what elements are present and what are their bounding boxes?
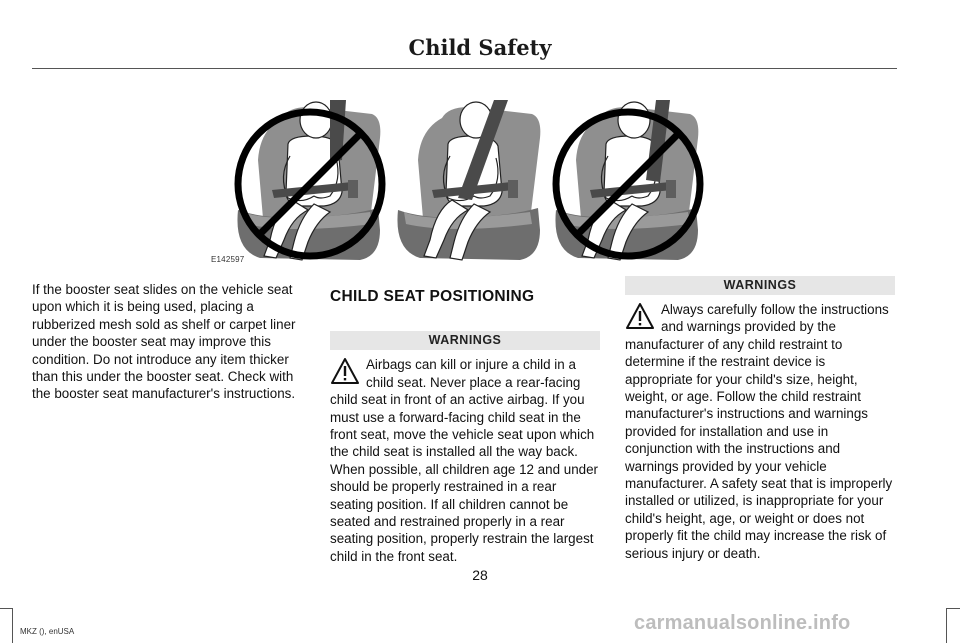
column-1	[32, 281, 304, 403]
booster-seat-paragraph: If the booster seat slides on the vehicle seat upon which it is being used, placing a rubberized mesh sold as shelf or carpet liner under the booster seat may improve this condition. Do not introduce any item thicker than this under the booster seat. Check with the booster seat manufacturer's instructions.	[32, 282, 296, 402]
booster-seat-svg	[230, 100, 707, 262]
warning-text: Airbags can kill or injure a child in a child seat. Never place a rear-facing child seat in front of an active airbag. If you must use a forward-facing child seat in the front seat, move the vehicle seat upon which the child seat is installed all the way back. When possible, all children age 12 and under should be properly restrained in a rear seating position. If all children cannot be seated and restrained properly in a rear seating position, properly restrain the largest child in the front seat.	[330, 357, 598, 564]
crop-mark	[12, 608, 13, 643]
crop-mark	[946, 608, 960, 609]
title-rule	[32, 68, 897, 69]
warning-triangle-icon	[330, 357, 362, 387]
booster-seat-illustration	[230, 100, 707, 262]
page-number: 28	[472, 567, 488, 583]
warning-text: Always carefully follow the instructions and warnings provided by the manufacturer of any child restraint to determine if the restraint device is appropriate for your child's size, height, weight, or age. Follow the child restraint manufacturer's instructions and warnings provided for installation and use in conjunction with the instructions and warnings provided by your vehicle manufacturer. A safety seat that is improperly installed or utilized, is inappropriate for your child's height, age, or weight or does not properly fit the child may increase the risk of serious injury or death.	[625, 302, 893, 561]
warning-block	[330, 356, 600, 565]
crop-mark	[946, 608, 947, 643]
page-title: Child Safety	[408, 35, 552, 60]
crop-mark	[0, 608, 12, 609]
footer-code: MKZ (), enUSA	[20, 627, 75, 636]
seat-panel-2	[397, 100, 540, 260]
column-3	[625, 276, 895, 562]
seat-panel-3	[555, 100, 700, 260]
warnings-label: WARNINGS	[625, 276, 895, 295]
watermark: carmanualsonline.info	[634, 612, 851, 634]
warning-triangle-icon	[625, 302, 657, 332]
seat-panel-1	[237, 100, 382, 260]
warning-block	[625, 301, 895, 562]
figure-code: E142597	[211, 255, 245, 264]
section-heading: CHILD SEAT POSITIONING	[330, 288, 535, 305]
column-2	[330, 288, 600, 565]
warnings-label: WARNINGS	[330, 331, 600, 350]
